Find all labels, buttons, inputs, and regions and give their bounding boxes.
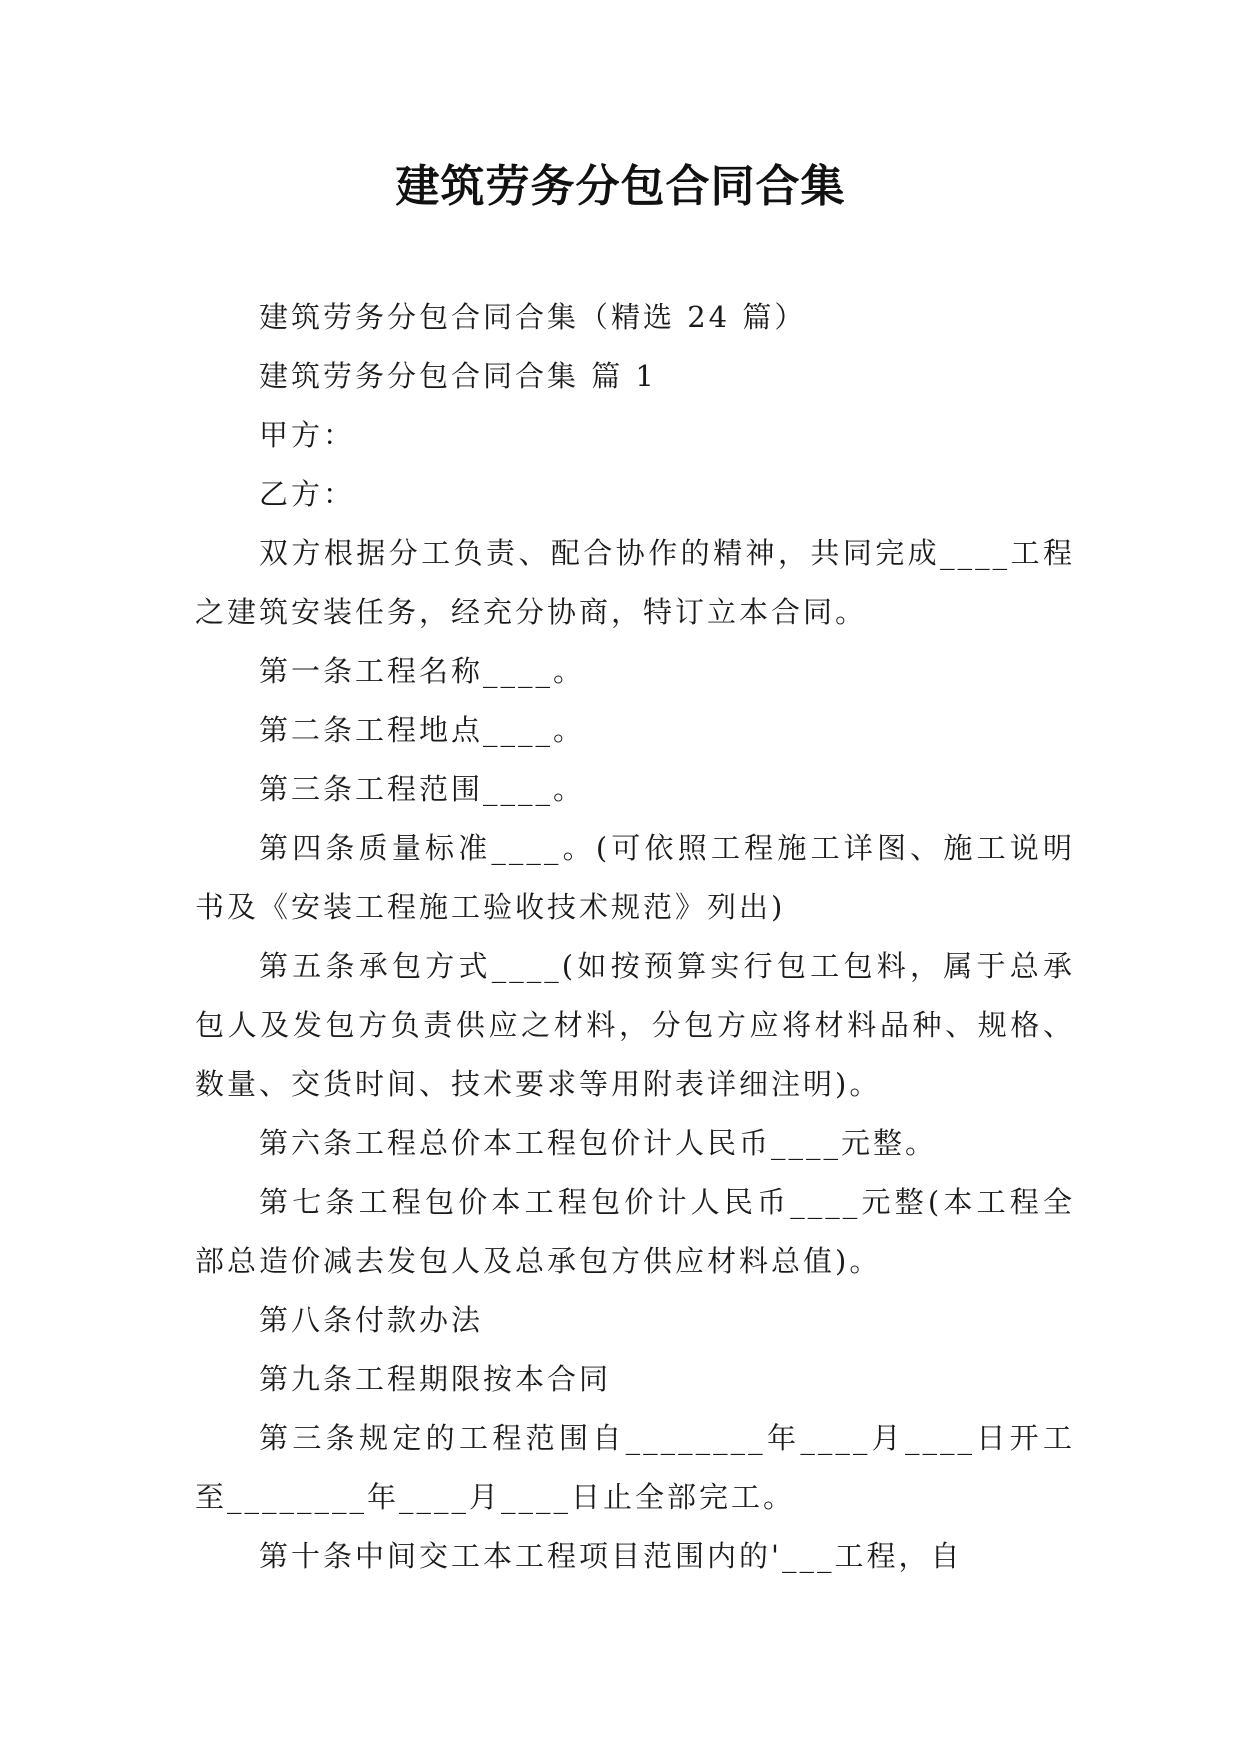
- paragraph-subtitle: 建筑劳务分包合同合集（精选 24 篇）: [259, 300, 807, 334]
- paragraph-party-a: 甲方：: [259, 418, 356, 452]
- paragraph-article-9: 第九条工程期限按本合同: [259, 1362, 612, 1396]
- paragraph-article-2: 第二条工程地点____。: [259, 713, 586, 747]
- paragraph-party-b: 乙方：: [259, 477, 356, 511]
- paragraph-preamble: 双方根据分工负责、配合协作的精神，共同完成____工程之建筑安装任务，经充分协商，特订立本合同。: [195, 536, 1075, 629]
- document-title: 建筑劳务分包合同合集: [395, 161, 846, 212]
- paragraph-article-7: 第七条工程包价本工程包价计人民币____元整(本工程全部总造价减去发包人及总承包方供应材料总值)。: [195, 1185, 1075, 1278]
- document-body: [195, 288, 1075, 1586]
- paragraph-article-4: 第四条质量标准____。(可依照工程施工详图、施工说明书及《安装工程施工验收技术规范》列出): [195, 831, 1075, 924]
- paragraph-article-5: 第五条承包方式____(如按预算实行包工包料，属于总承包人及发包方负责供应之材料，分包方应将材料品种、规格、数量、交货时间、技术要求等用附表详细注明)。: [195, 949, 1075, 1101]
- paragraph-article-1: 第一条工程名称____。: [259, 654, 586, 688]
- paragraph-section-heading: 建筑劳务分包合同合集 篇 1: [259, 359, 657, 393]
- paragraph-article-9-continued: 第三条规定的工程范围自________年____月____日开工至________年____月____日止全部完工。: [195, 1421, 1075, 1514]
- paragraph-article-10: 第十条中间交工本工程项目范围内的'___工程，自: [259, 1539, 963, 1573]
- paragraph-article-8: 第八条付款办法: [259, 1303, 484, 1337]
- paragraph-article-6: 第六条工程总价本工程包价计人民币____元整。: [259, 1126, 938, 1160]
- paragraph-article-3: 第三条工程范围____。: [259, 772, 586, 806]
